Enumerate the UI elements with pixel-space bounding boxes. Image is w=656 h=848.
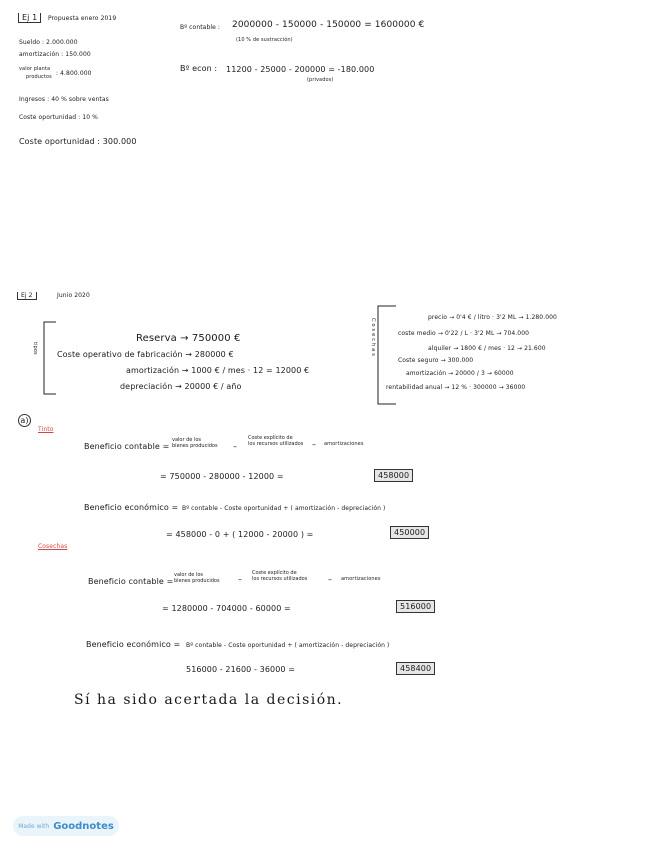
exercise-1-title: Ej 1 — [18, 13, 41, 23]
tinto-frac-coste-bottom: los recursos utilizados — [248, 441, 304, 447]
ej2-amortizacion: amortización → 1000 € / mes · 12 = 12000 € — [126, 366, 310, 375]
cosechas-frac-coste-top: Coste explícito de — [252, 570, 297, 576]
cosechas-be-calc: 516000 - 21600 - 36000 = — [186, 665, 296, 674]
cosechas-coste-seguro: Coste seguro → 300.000 — [398, 357, 474, 364]
tinto-be-formula: Bº contable - Coste oportunidad + ( amortización - depreciación ) — [182, 505, 386, 512]
cosechas-be-formula: Bº contable - Coste oportunidad + ( amortización - depreciación ) — [186, 642, 390, 649]
ej1-be-expr: 11200 - 25000 - 200000 = -180.000 — [226, 65, 375, 74]
conclusion: Sí ha sido acertada la decisión. — [74, 692, 344, 708]
ej1-ingresos: Ingresos : 40 % sobre ventas — [19, 96, 109, 103]
exercise-2-title: Ej 2 — [17, 292, 37, 300]
exercise-1-subtitle: Propuesta enero 2019 — [48, 15, 117, 22]
cosechas-frac-coste-bottom: los recursos utilizados — [252, 576, 308, 582]
tinto-amort-word: amortizaciones — [324, 441, 364, 447]
badge-brand: Goodnotes — [53, 820, 114, 832]
cosechas-heading: Cosechas — [38, 543, 68, 550]
ej1-coste-oportunidad: Coste oportunidad : 300.000 — [19, 137, 137, 146]
ej1-valor-line1: valor planta — [19, 66, 51, 72]
cosechas-bc-calc: = 1280000 - 704000 - 60000 = — [162, 604, 291, 613]
cosechas-precio: precio → 0'4 € / litro · 3'2 ML → 1.280.000 — [428, 314, 557, 321]
badge-prefix: Made with — [18, 822, 50, 830]
tinto-frac-coste-top: Coste explícito de — [248, 435, 293, 441]
cosechas-minus-1: – — [238, 575, 243, 584]
ej1-amortizacion: amortización : 150.000 — [19, 51, 91, 58]
cosechas-coste-medio: coste medio → 0'22 / L · 3'2 ML → 704.000 — [398, 330, 530, 337]
tinto-minus-1: – — [233, 442, 238, 451]
ej2-coste-fabricacion: Coste operativo de fabricación → 280000 € — [57, 350, 234, 359]
tinto-frac-valor — [172, 437, 218, 449]
tinto-be-calc: = 458000 - 0 + ( 12000 - 20000 ) = — [166, 530, 314, 539]
left-bracket — [30, 318, 60, 398]
cosechas-minus-2: – — [328, 575, 333, 584]
ej1-bc-label: Bº contable : — [180, 24, 221, 31]
tinto-be-label: Beneficio económico = — [84, 503, 179, 512]
cosechas-bc-label: Beneficio contable = — [88, 577, 174, 586]
tinto-frac-valor-top: valor de los — [172, 437, 202, 443]
ej2-depreciacion: depreciación → 20000 € / año — [120, 382, 242, 391]
ej1-sueldo: Sueldo : 2.000.000 — [19, 39, 78, 46]
ej1-bc-note: (10 % de sustracción) — [236, 37, 293, 43]
tinto-be-result: 450000 — [390, 526, 429, 539]
ej1-valor-line2: productos — [26, 74, 52, 80]
ej1-coste-oportunidad-pct: Coste oportunidad : 10 % — [19, 114, 98, 121]
part-a-marker: a) — [18, 414, 31, 427]
ej1-be-note: (privados) — [307, 77, 334, 83]
cosechas-be-label: Beneficio económico = — [86, 640, 181, 649]
tinto-frac-coste — [248, 435, 303, 447]
tinto-heading: Tinto — [38, 426, 54, 433]
cosechas-frac-valor — [174, 572, 220, 584]
cosechas-be-result: 458400 — [396, 662, 435, 675]
tinto-bc-label: Beneficio contable = — [84, 442, 170, 451]
ej1-bc-expr: 2000000 - 150000 - 150000 = 1600000 € — [232, 20, 425, 30]
left-bracket-label: tipos — [32, 342, 38, 355]
cosechas-amortizacion: amortización → 20000 / 3 → 60000 — [406, 370, 514, 377]
tinto-bc-result: 458000 — [374, 469, 413, 482]
ej1-valor-value: : 4.800.000 — [56, 70, 92, 77]
tinto-frac-valor-bottom: bienes producidos — [172, 443, 218, 449]
cosechas-frac-valor-top: valor de los — [174, 572, 204, 578]
cosechas-amort-word: amortizaciones — [341, 576, 381, 582]
ej2-reserva: Reserva → 750000 € — [136, 333, 241, 344]
right-bracket-label: Cosechas — [370, 318, 376, 358]
exercise-2-subtitle: Junio 2020 — [57, 292, 90, 299]
goodnotes-badge[interactable] — [13, 816, 119, 836]
cosechas-rentabilidad: rentabilidad anual → 12 % · 300000 → 36000 — [386, 384, 526, 391]
cosechas-frac-coste — [252, 570, 307, 582]
tinto-minus-2: – — [312, 440, 317, 449]
cosechas-bc-result: 516000 — [396, 600, 435, 613]
cosechas-frac-valor-bottom: bienes producidos — [174, 578, 220, 584]
tinto-bc-calc: = 750000 - 280000 - 12000 = — [160, 472, 284, 481]
ej1-be-label: Bº econ : — [180, 64, 218, 73]
cosechas-alquiler: alquiler → 1800 € / mes · 12 → 21.600 — [428, 345, 546, 352]
